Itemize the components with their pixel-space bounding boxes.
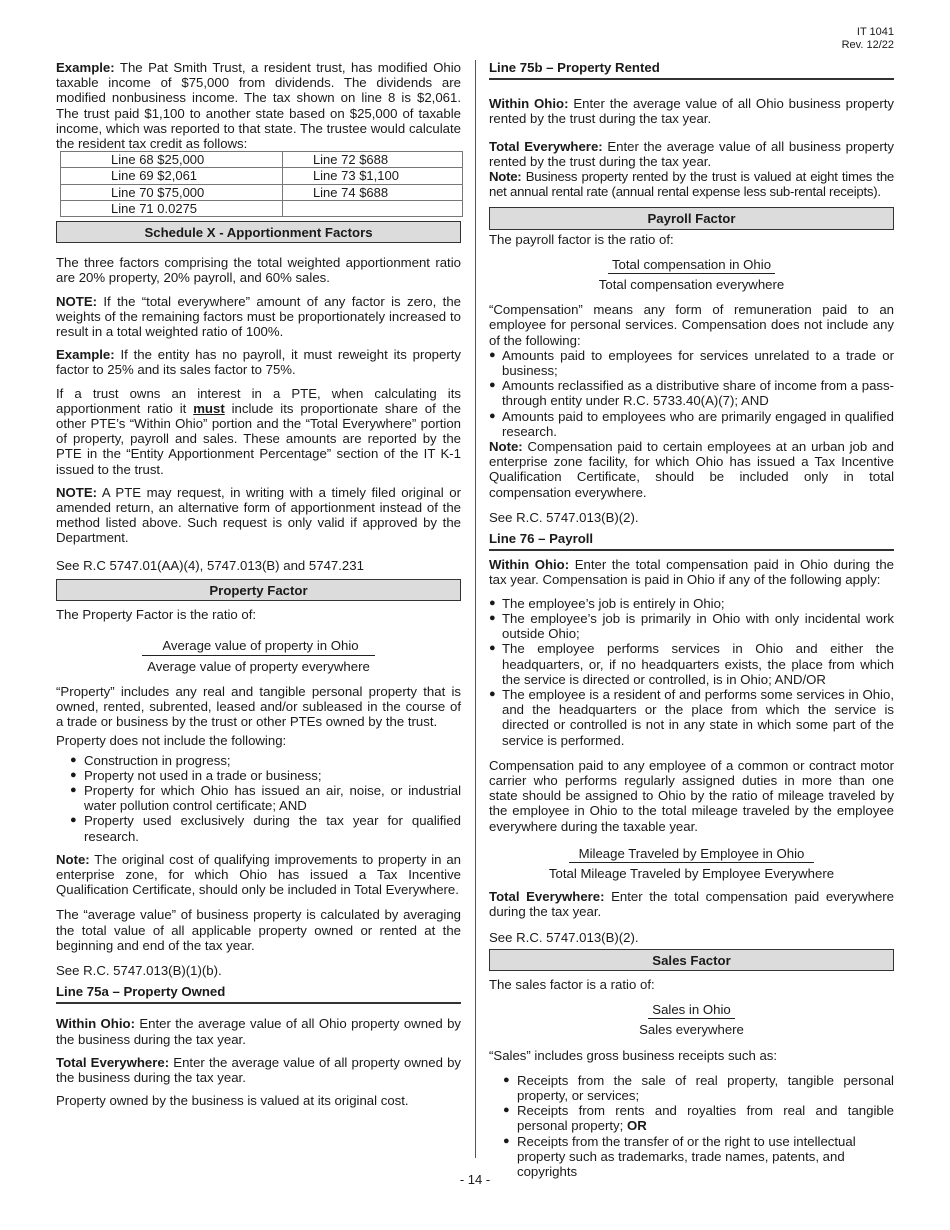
list-item: ● The employee’s job is primarily in Ohio with only incidental work outside Ohio; — [489, 611, 894, 641]
table-cell: Line 70 $75,000 — [61, 184, 283, 200]
property-ratio — [56, 638, 461, 673]
list-item: ● Receipts from rents and royalties from real and tangible personal property; OR — [489, 1103, 894, 1133]
property-denominator: Average value of property everywhere — [147, 658, 370, 674]
see-reference: See R.C. 5747.013(B)(2). — [489, 509, 639, 525]
note-rented-property: Note: Business property rented by the trust is valued at eight times the net annual rental rate (annual rental expense less sub-rental receipts). — [489, 169, 894, 200]
total-everywhere-75b: Total Everywhere: Enter the average value of all business property rented by the trust during the tax year. — [489, 138, 894, 169]
line-75a-heading: Line 75a – Property Owned — [56, 984, 461, 1004]
sales-numerator: Sales in Ohio — [648, 1002, 734, 1019]
total-everywhere-76: Total Everywhere: Enter the total compensation paid everywhere during the tax year. — [489, 889, 895, 920]
factors-paragraph: The three factors comprising the total weighted apportionment ratio are 20% property, 20% payroll, and 60% sales. — [56, 255, 461, 286]
list-item: ● Construction in progress; — [56, 753, 461, 768]
page-number: - 14 - — [459, 1172, 491, 1187]
mileage-denominator: Total Mileage Traveled by Employee Everywhere — [548, 865, 835, 881]
compensation-exclusions-list — [489, 348, 894, 439]
form-number: IT 1041 — [856, 26, 894, 38]
line-76-heading: Line 76 – Payroll — [489, 531, 894, 551]
example-pat-smith: Example: The Pat Smith Trust, a resident trust, has modified Ohio taxable income of $75,000 from dividends. The dividends are modified nonbusiness income. The tax shown on line 8 is $2,061. The trust paid $1,100 to another state based on $25,000 of taxable income, which was reported to that state. The trustee would calculate the resident tax credit as follows: — [56, 60, 461, 152]
example-no-payroll: Example: If the entity has no payroll, it must reweight its property factor to 25% and its sales factor to 75%. — [56, 347, 461, 378]
sales-ratio-intro: The sales factor is a ratio of: — [489, 976, 655, 992]
sales-items-list — [489, 1073, 894, 1179]
resident-credit-table — [60, 151, 463, 217]
mileage-numerator: Mileage Traveled by Employee in Ohio — [569, 846, 815, 863]
within-ohio-75a: Within Ohio: Enter the average value of all Ohio property owned by the business during the tax year. — [56, 1016, 462, 1047]
property-factor-heading: Property Factor — [56, 579, 461, 601]
within-ohio-75b: Within Ohio: Enter the average value of all Ohio business property rented by the trust during the tax year. — [489, 96, 894, 127]
table-cell: Line 74 $688 — [282, 184, 462, 200]
see-reference: See R.C 5747.01(AA)(4), 5747.013(B) and 5747.231 — [56, 557, 364, 573]
table-row — [61, 184, 463, 200]
note-enterprise-zone: Note: The original cost of qualifying improvements to property in an enterprise zone, for which Ohio has issued a Tax Incentive Qualification Certificate, should only be included in Total Everywhere. — [56, 851, 461, 898]
motor-carrier-paragraph: Compensation paid to any employee of a common or contract motor carrier who performs regularly assigned duties in more than one state should be assigned to Ohio by the ratio of mileage traveled by the employee in Ohio to the total mileage traveled by the employee everywhere during the taxable year. — [489, 757, 894, 834]
table-cell: Line 71 0.0275 — [61, 200, 283, 216]
list-item: ● The employee performs services in Ohio and either the headquarters, or, if no headquarters exists, the place from which the service is directed or controlled, is in Ohio; AND/OR — [489, 641, 894, 687]
property-exclusions-intro: Property does not include the following: — [56, 733, 287, 749]
list-item: ● Amounts reclassified as a distributive share of income from a pass-through entity under R.C. 5733.40(A)(7); AND — [489, 378, 894, 408]
property-definition: “Property” includes any real and tangible personal property that is owned, rented, subrented, leased and/or subleased in the course of a trade or business by the trust or other PTEs owned by the trust. — [56, 683, 461, 730]
list-item: ● Property used exclusively during the tax year for qualified research. — [56, 813, 461, 843]
property-ratio-intro: The Property Factor is the ratio of: — [56, 607, 257, 623]
payroll-ratio-intro: The payroll factor is the ratio of: — [489, 231, 674, 247]
list-item: ● Amounts paid to employees for services unrelated to a trade or business; — [489, 348, 894, 378]
mileage-ratio — [489, 846, 894, 881]
column-divider — [475, 60, 476, 1158]
schedule-x-heading: Schedule X - Apportionment Factors — [56, 221, 461, 243]
table-row — [61, 200, 463, 216]
payroll-rules-list — [489, 596, 894, 748]
see-reference: See R.C. 5747.013(B)(2). — [489, 929, 639, 945]
table-cell — [282, 200, 462, 216]
note-zero-factor: NOTE: If the “total everywhere” amount of any factor is zero, the weights of the remaining factors must be proportionately increased to result in a total weighted ratio of 100%. — [56, 293, 461, 340]
sales-ratio — [489, 1002, 894, 1037]
payroll-ratio — [489, 257, 894, 292]
compensation-definition: “Compensation” means any form of remuneration paid to an employee for personal services. Compensation does not include any of the following: — [489, 302, 894, 348]
property-numerator: Average value of property in Ohio — [142, 638, 374, 655]
original-cost-paragraph: Property owned by the business is valued at its original cost. — [56, 1093, 409, 1109]
table-cell: Line 73 $1,100 — [282, 168, 462, 184]
payroll-factor-heading: Payroll Factor — [489, 207, 894, 229]
form-revision: Rev. 12/22 — [841, 39, 894, 51]
right-column — [489, 60, 894, 1185]
property-exclusions-list — [56, 753, 461, 844]
line-75b-heading: Line 75b – Property Rented — [489, 60, 894, 80]
list-item: ● Property for which Ohio has issued an air, noise, or industrial water pollution control certificate; AND — [56, 783, 461, 813]
total-everywhere-75a: Total Everywhere: Enter the average value of all property owned by the business during the tax year. — [56, 1054, 461, 1085]
note-alternative-apportionment: NOTE: A PTE may request, in writing with a timely filed original or amended return, an alternative form of apportionment instead of the method listed above. Such request is only valid if approved by the Department. — [56, 484, 461, 546]
see-reference: See R.C. 5747.013(B)(1)(b). — [56, 962, 222, 978]
payroll-denominator: Total compensation everywhere — [598, 277, 785, 293]
list-item: ● Amounts paid to employees who are primarily engaged in qualified research. — [489, 409, 894, 439]
form-header — [842, 26, 894, 52]
table-cell: Line 72 $688 — [282, 152, 462, 168]
list-item: ● Receipts from the transfer of or the right to use intellectual property such as trademarks, trade names, patents, and copyrights — [489, 1134, 894, 1180]
table-row — [61, 168, 463, 184]
pte-paragraph: If a trust owns an interest in a PTE, when calculating its apportionment ratio it must include its proportionate share of the other PTE’s “Within Ohio” portion and the “Total Everywhere” portion of property, payroll and sales. These amounts are reported by the PTE in the “Entity Apportionment Percentage” section of the IT K-1 issued to the trust. — [56, 385, 461, 477]
list-item: ● Property not used in a trade or business; — [56, 768, 461, 783]
sales-factor-heading: Sales Factor — [489, 949, 894, 971]
table-row — [61, 152, 463, 168]
sales-definition: “Sales” includes gross business receipts such as: — [489, 1047, 778, 1063]
table-cell: Line 69 $2,061 — [61, 168, 283, 184]
note-urban-job-zone: Note: Compensation paid to certain employees at an urban job and enterprise zone facility, for which Ohio has issued a Tax Incentive Qualification Certificate, should be included only in total compensation everywhere. — [489, 439, 894, 500]
left-column — [56, 60, 461, 1116]
table-cell: Line 68 $25,000 — [61, 152, 283, 168]
payroll-numerator: Total compensation in Ohio — [608, 257, 775, 274]
list-item: ● Receipts from the sale of real property, tangible personal property, or services; — [489, 1073, 894, 1103]
within-ohio-76: Within Ohio: Enter the total compensation paid in Ohio during the tax year. Compensation is paid in Ohio if any of the following apply: — [489, 557, 895, 588]
sales-denominator: Sales everywhere — [639, 1022, 744, 1038]
average-value-paragraph: The “average value” of business property is calculated by averaging the total value of all applicable property owned or rented at the beginning and end of the tax year. — [56, 907, 461, 953]
list-item: ● The employee’s job is entirely in Ohio; — [489, 596, 894, 611]
list-item: ● The employee is a resident of and performs some services in Ohio, and the headquarters or the place from which the service is directed or controlled is not in any state in which some part of the service is performed. — [489, 687, 894, 748]
